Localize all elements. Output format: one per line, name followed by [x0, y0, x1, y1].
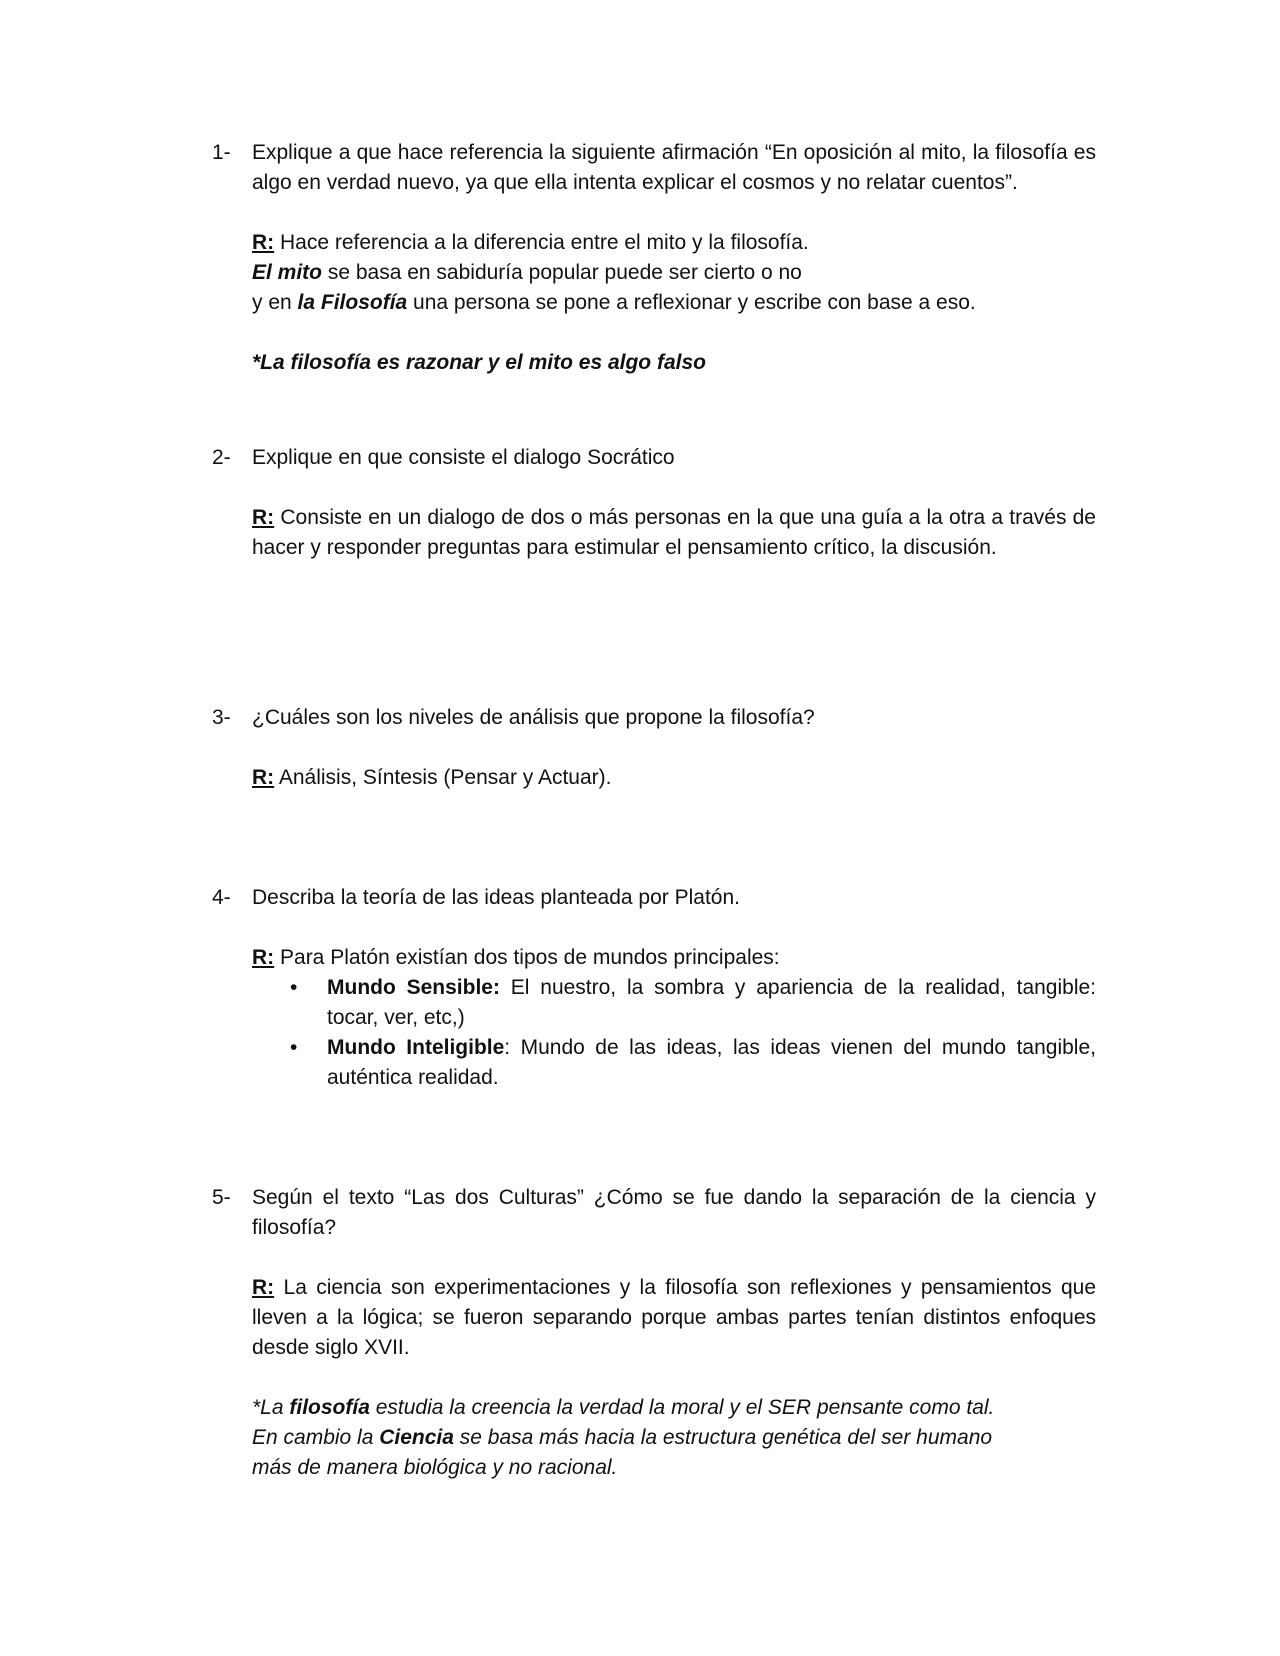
- summary-note: *La filosofía es razonar y el mito es algo falso: [252, 351, 706, 374]
- note-line: más de manera biológica y no racional.: [252, 1456, 618, 1479]
- list-item: [252, 1033, 1096, 1093]
- bullet-term: Mundo Sensible:: [327, 976, 500, 999]
- question-number: 2-: [212, 446, 231, 469]
- answer-label: R:: [252, 231, 275, 254]
- answer-text: Consiste en un dialogo de dos o más personas en la que una guía a la otra a través de hacer y responder preguntas para estimular el pensamiento crítico, la discusión.: [252, 506, 1096, 559]
- note-text: En cambio la: [252, 1426, 380, 1449]
- answer-label: R:: [252, 766, 275, 789]
- answer-text: Hace referencia a la diferencia entre el mito y la filosofía.: [274, 231, 809, 254]
- answer-line: [252, 228, 1096, 258]
- question-text: Describa la teoría de las ideas planteada por Platón.: [252, 886, 740, 909]
- question-2: [212, 443, 1096, 563]
- emphasis-term: la Filosofía: [297, 291, 408, 314]
- question-number: 1-: [212, 141, 231, 164]
- answer-line: [252, 258, 1096, 288]
- list-item: [252, 973, 1096, 1033]
- answer-text: y en: [252, 291, 298, 314]
- question-text: ¿Cuáles son los niveles de análisis que propone la filosofía?: [252, 706, 815, 729]
- answer-label: R:: [252, 946, 275, 969]
- question-text: Explique en que consiste el dialogo Socrático: [252, 446, 675, 469]
- question-4: [212, 883, 1096, 1093]
- bullet-text: El nuestro, la sombra y apariencia de la realidad, tangible: tocar, ver, etc,): [327, 976, 1097, 1029]
- question-number: 5-: [212, 1186, 231, 1209]
- question-text: Explique a que hace referencia la siguiente afirmación “En oposición al mito, la filosofía es algo en verdad nuevo, ya que ella intenta explicar el cosmos y no relatar cuentos”.: [252, 141, 1096, 194]
- answer-text: La ciencia son experimentaciones y la filosofía son reflexiones y pensamientos que lleven a la lógica; se fueron separando porque ambas partes tenían distintos enfoques desde siglo XVII.: [252, 1276, 1096, 1359]
- answer-line: [252, 943, 1096, 973]
- answer-line: [252, 503, 1096, 563]
- bullet-term: Mundo Inteligible: [327, 1036, 505, 1059]
- bullet-list: [252, 973, 1096, 1093]
- question-1: [212, 138, 1096, 378]
- note-text: estudia la creencia la verdad la moral y el SER pensante como tal.: [369, 1396, 995, 1419]
- bullet-text: : Mundo de las ideas, las ideas vienen del mundo tangible, auténtica realidad.: [327, 1036, 1096, 1089]
- question-3: [212, 703, 1096, 793]
- note-line: [252, 1393, 1096, 1423]
- answer-line: [252, 288, 1096, 318]
- answer-label: R:: [252, 506, 275, 529]
- answer-text: Para Platón existían dos tipos de mundos principales:: [274, 946, 780, 969]
- question-number: 4-: [212, 886, 231, 909]
- bullet-icon: •: [290, 1036, 298, 1059]
- answer-line: [252, 763, 1096, 793]
- note-text: se basa más hacia la estructura genética del ser humano: [453, 1426, 993, 1449]
- question-5: [212, 1183, 1096, 1483]
- note-line: [252, 1423, 1096, 1453]
- question-text: Según el texto “Las dos Culturas” ¿Cómo se fue dando la separación de la ciencia y filosofía?: [252, 1186, 1096, 1239]
- question-number: 3-: [212, 706, 231, 729]
- answer-text: se basa en sabiduría popular puede ser cierto o no: [322, 261, 802, 284]
- emphasis-term: El mito: [252, 261, 323, 284]
- bullet-icon: •: [290, 976, 298, 999]
- answer-label: R:: [252, 1276, 275, 1299]
- emphasis-term: filosofía: [289, 1396, 370, 1419]
- answer-line: [252, 1273, 1096, 1363]
- answer-text: Análisis, Síntesis (Pensar y Actuar).: [274, 766, 612, 789]
- note-text: *La: [252, 1396, 290, 1419]
- answer-text: una persona se pone a reflexionar y escribe con base a eso.: [407, 291, 976, 314]
- emphasis-term: Ciencia: [379, 1426, 454, 1449]
